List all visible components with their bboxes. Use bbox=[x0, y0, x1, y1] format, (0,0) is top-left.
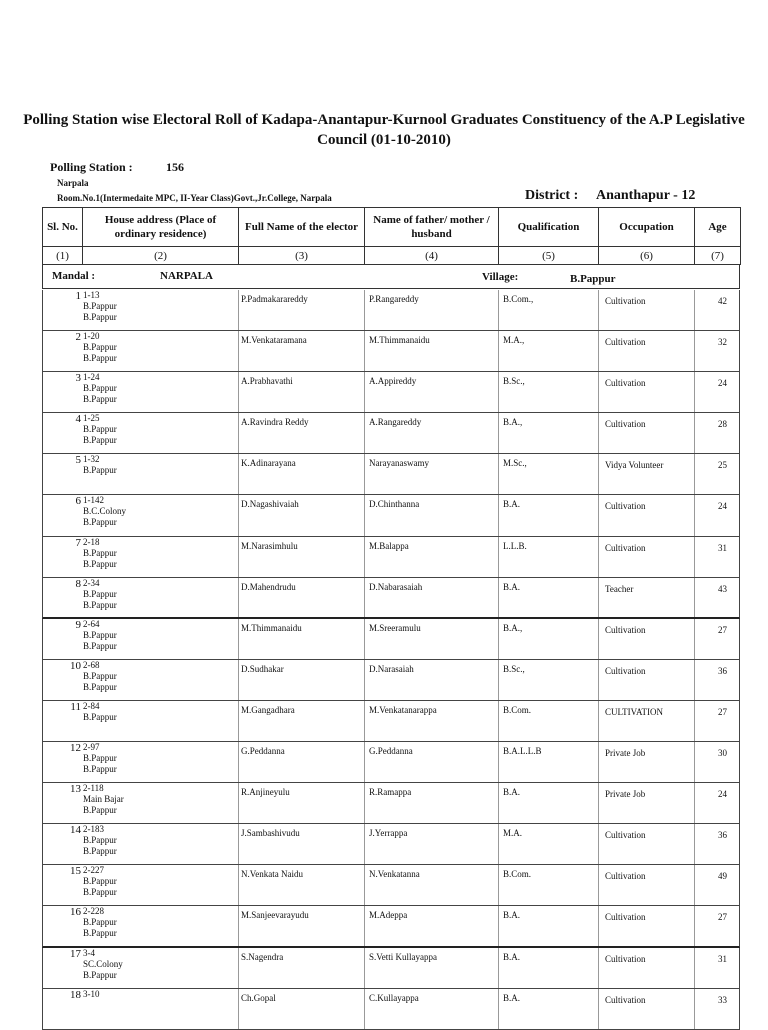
father-name: N.Venkatanna bbox=[365, 865, 499, 905]
occupation: Cultivation bbox=[599, 824, 695, 864]
header-age: Age bbox=[695, 208, 741, 247]
column-number: (6) bbox=[599, 247, 695, 265]
age: 27 bbox=[718, 624, 727, 635]
occupation: Cultivation bbox=[599, 537, 695, 577]
address-line: B.Pappur bbox=[83, 424, 117, 435]
house-address bbox=[83, 619, 239, 659]
serial-number: 1 bbox=[75, 290, 81, 302]
qualification: M.A., bbox=[499, 331, 599, 371]
address-line: B.Pappur bbox=[83, 301, 117, 311]
address-line: 1-13 bbox=[83, 290, 100, 300]
father-name: P.Rangareddy bbox=[365, 290, 499, 330]
column-number: (1) bbox=[43, 247, 83, 265]
house-address bbox=[83, 372, 239, 412]
address-line: B.Pappur bbox=[83, 969, 117, 980]
elector-name: R.Anjineyulu bbox=[239, 783, 365, 823]
qualification: B.Com., bbox=[499, 290, 599, 330]
address-line: B.Pappur bbox=[83, 764, 117, 775]
address-line: B.Pappur bbox=[83, 312, 117, 322]
elector-name: M.Sanjeevarayudu bbox=[239, 906, 365, 945]
age: 36 bbox=[718, 830, 727, 841]
qualification: B.A. bbox=[499, 495, 599, 535]
table-row bbox=[42, 413, 740, 454]
occupation: Teacher bbox=[599, 578, 695, 617]
qualification: M.Sc., bbox=[499, 454, 599, 494]
elector-name: M.Venkataramana bbox=[239, 331, 365, 371]
elector-name: M.Narasimhulu bbox=[239, 537, 365, 577]
polling-station-room: Room.No.1(Intermedaite MPC, II-Year Class)Govt.,Jr.College, Narpala bbox=[57, 193, 332, 203]
district-value: Ananthapur - 12 bbox=[596, 188, 696, 203]
address-line: B.Pappur bbox=[83, 517, 117, 528]
table-row bbox=[42, 906, 740, 947]
address-line: B.Pappur bbox=[83, 353, 117, 364]
table-row bbox=[42, 578, 740, 619]
column-number: (7) bbox=[695, 247, 741, 265]
header-occupation: Occupation bbox=[599, 208, 695, 247]
elector-name: Ch.Gopal bbox=[239, 989, 365, 1029]
serial-number: 7 bbox=[75, 536, 81, 549]
village-value: B.Pappur bbox=[570, 273, 616, 285]
address-line: 1-32 bbox=[83, 454, 100, 465]
address-line: B.Pappur bbox=[83, 465, 117, 476]
address-line: B.Pappur bbox=[83, 629, 117, 640]
elector-name: M.Gangadhara bbox=[239, 701, 365, 741]
table-row bbox=[42, 537, 740, 578]
serial-number: 8 bbox=[75, 577, 81, 590]
house-address bbox=[83, 290, 239, 330]
polling-station-place: Narpala bbox=[57, 178, 89, 188]
father-name: M.Thimmanaidu bbox=[365, 331, 499, 371]
address-line: 2-97 bbox=[83, 742, 100, 753]
address-line: B.Pappur bbox=[83, 917, 117, 928]
address-line: B.Pappur bbox=[83, 876, 117, 887]
address-line: 1-24 bbox=[83, 372, 100, 383]
father-name: D.Chinthanna bbox=[365, 495, 499, 535]
qualification: B.A.L.L.B bbox=[499, 742, 599, 782]
address-line: B.C.Colony bbox=[83, 506, 127, 517]
address-line: B.Pappur bbox=[83, 846, 117, 857]
address-line: B.Pappur bbox=[83, 711, 117, 722]
father-name: G.Peddanna bbox=[365, 742, 499, 782]
address-line: B.Pappur bbox=[83, 805, 117, 816]
address-line: Main Bajar bbox=[83, 794, 124, 805]
header-sl-no: Sl. No. bbox=[43, 208, 83, 247]
address-line: B.Pappur bbox=[83, 640, 117, 651]
age: 36 bbox=[718, 665, 727, 676]
header-father-name: Name of father/ mother / husband bbox=[365, 208, 499, 247]
father-name: S.Vetti Kullayappa bbox=[365, 948, 499, 988]
occupation: Private Job bbox=[599, 783, 695, 823]
occupation: Cultivation bbox=[599, 331, 695, 371]
occupation: Cultivation bbox=[599, 372, 695, 412]
serial-number: 10 bbox=[70, 659, 81, 672]
mandal-value: NARPALA bbox=[160, 270, 213, 282]
address-line: 2-18 bbox=[83, 536, 100, 547]
elector-name: G.Peddanna bbox=[239, 742, 365, 782]
qualification: B.Com. bbox=[499, 865, 599, 905]
address-line: 2-68 bbox=[83, 659, 100, 670]
address-line: B.Pappur bbox=[83, 547, 117, 558]
occupation: Cultivation bbox=[599, 906, 695, 945]
serial-number: 16 bbox=[70, 906, 81, 919]
house-address bbox=[83, 783, 239, 823]
father-name: A.Rangareddy bbox=[365, 413, 499, 453]
district-label: District : bbox=[525, 188, 579, 203]
father-name: R.Ramappa bbox=[365, 783, 499, 823]
occupation: Cultivation bbox=[599, 290, 695, 330]
occupation: Cultivation bbox=[599, 619, 695, 659]
qualification: B.A. bbox=[499, 578, 599, 617]
table-row bbox=[42, 742, 740, 783]
address-line: B.Pappur bbox=[83, 928, 117, 939]
table-row bbox=[42, 824, 740, 865]
occupation: Cultivation bbox=[599, 495, 695, 535]
father-name: Narayanaswamy bbox=[365, 454, 499, 494]
house-address bbox=[83, 742, 239, 782]
serial-number: 12 bbox=[70, 742, 81, 755]
occupation: Vidya Volunteer bbox=[599, 454, 695, 494]
address-line: 2-228 bbox=[83, 906, 104, 917]
qualification: B.A. bbox=[499, 906, 599, 945]
qualification: B.A. bbox=[499, 948, 599, 988]
house-address bbox=[83, 331, 239, 371]
qualification: B.Sc., bbox=[499, 660, 599, 700]
elector-name: A.Ravindra Reddy bbox=[239, 413, 365, 453]
age: 32 bbox=[718, 337, 727, 348]
serial-number: 4 bbox=[75, 413, 81, 426]
serial-number: 18 bbox=[70, 988, 81, 1001]
address-line: B.Pappur bbox=[83, 681, 117, 692]
father-name: A.Appireddy bbox=[365, 372, 499, 412]
house-address bbox=[83, 578, 239, 617]
house-address bbox=[83, 948, 239, 988]
house-address bbox=[83, 413, 239, 453]
column-number: (2) bbox=[83, 247, 239, 265]
address-line: B.Pappur bbox=[83, 887, 117, 898]
age: 31 bbox=[718, 542, 727, 553]
address-line: 1-142 bbox=[83, 495, 104, 506]
serial-number: 15 bbox=[70, 865, 81, 878]
serial-number: 14 bbox=[70, 824, 81, 837]
qualification: M.A. bbox=[499, 824, 599, 864]
address-line: 2-118 bbox=[83, 783, 104, 794]
house-address bbox=[83, 865, 239, 905]
father-name: J.Yerrappa bbox=[365, 824, 499, 864]
table-row bbox=[42, 948, 740, 989]
house-address bbox=[83, 701, 239, 741]
address-line: B.Pappur bbox=[83, 383, 117, 394]
occupation: Cultivation bbox=[599, 660, 695, 700]
house-address bbox=[83, 824, 239, 864]
qualification: B.Sc., bbox=[499, 372, 599, 412]
elector-name: D.Nagashivaiah bbox=[239, 495, 365, 535]
address-line: SC.Colony bbox=[83, 958, 123, 969]
elector-name: J.Sambashivudu bbox=[239, 824, 365, 864]
table-row bbox=[42, 290, 740, 331]
house-address bbox=[83, 906, 239, 945]
father-name: M.Balappa bbox=[365, 537, 499, 577]
serial-number: 13 bbox=[70, 783, 81, 796]
table-row bbox=[42, 783, 740, 824]
address-line: 1-20 bbox=[83, 331, 100, 342]
father-name: M.Venkatanarappa bbox=[365, 701, 499, 741]
address-line: 2-34 bbox=[83, 577, 100, 588]
qualification: B.A. bbox=[499, 989, 599, 1029]
serial-number: 3 bbox=[75, 372, 81, 385]
elector-name: A.Prabhavathi bbox=[239, 372, 365, 412]
address-line: B.Pappur bbox=[83, 753, 117, 764]
address-line: 2-64 bbox=[83, 618, 100, 629]
occupation: Cultivation bbox=[599, 948, 695, 988]
house-address bbox=[83, 989, 239, 1029]
address-line: 3-4 bbox=[83, 947, 95, 958]
age: 33 bbox=[718, 994, 727, 1005]
father-name: C.Kullayappa bbox=[365, 989, 499, 1029]
column-number: (3) bbox=[239, 247, 365, 265]
address-line: B.Pappur bbox=[83, 835, 117, 846]
qualification: B.A., bbox=[499, 413, 599, 453]
table-row bbox=[42, 865, 740, 906]
elector-name: D.Sudhakar bbox=[239, 660, 365, 700]
qualification: B.Com. bbox=[499, 701, 599, 741]
address-line: B.Pappur bbox=[83, 342, 117, 353]
father-name: D.Narasaiah bbox=[365, 660, 499, 700]
page-title: Polling Station wise Electoral Roll of Kadapa-Anantapur-Kurnool Graduates Constituency of the A.P Legislative Council (01-10-2010) bbox=[23, 112, 745, 148]
age: 24 bbox=[718, 378, 727, 389]
address-line: B.Pappur bbox=[83, 558, 117, 569]
house-address bbox=[83, 495, 239, 535]
age: 24 bbox=[718, 789, 727, 800]
table-row bbox=[42, 331, 740, 372]
address-line: 2-84 bbox=[83, 700, 100, 711]
elector-name: D.Mahendrudu bbox=[239, 578, 365, 617]
elector-name: N.Venkata Naidu bbox=[239, 865, 365, 905]
age: 24 bbox=[718, 501, 727, 512]
table-row bbox=[42, 701, 740, 742]
address-line: 2-183 bbox=[83, 824, 104, 835]
mandal-village-bar bbox=[42, 264, 740, 289]
qualification: B.A., bbox=[499, 619, 599, 659]
address-line: B.Pappur bbox=[83, 588, 117, 599]
age: 49 bbox=[718, 871, 727, 882]
qualification: B.A. bbox=[499, 783, 599, 823]
header-qualification: Qualification bbox=[499, 208, 599, 247]
occupation: Cultivation bbox=[599, 989, 695, 1029]
occupation: Private Job bbox=[599, 742, 695, 782]
address-line: B.Pappur bbox=[83, 394, 117, 405]
column-number: (4) bbox=[365, 247, 499, 265]
elector-rows bbox=[42, 290, 740, 1030]
father-name: D.Nabarasaiah bbox=[365, 578, 499, 617]
occupation: Cultivation bbox=[599, 413, 695, 453]
elector-name: S.Nagendra bbox=[239, 948, 365, 988]
age: 28 bbox=[718, 419, 727, 430]
father-name: M.Sreeramulu bbox=[365, 619, 499, 659]
age: 31 bbox=[718, 953, 727, 964]
house-address bbox=[83, 537, 239, 577]
mandal-label: Mandal : bbox=[52, 270, 96, 282]
column-header-table bbox=[42, 207, 741, 265]
address-line: B.Pappur bbox=[83, 435, 117, 446]
polling-station-label: Polling Station : bbox=[50, 160, 133, 174]
serial-number: 5 bbox=[75, 454, 81, 467]
column-number: (5) bbox=[499, 247, 599, 265]
header-house-address: House address (Place of ordinary residence) bbox=[83, 208, 239, 247]
serial-number: 11 bbox=[70, 700, 81, 713]
house-address bbox=[83, 454, 239, 494]
serial-number: 2 bbox=[75, 331, 81, 344]
serial-number: 6 bbox=[75, 495, 81, 508]
elector-name: P.Padmakarareddy bbox=[239, 290, 365, 330]
table-row bbox=[42, 495, 740, 536]
serial-number: 9 bbox=[75, 618, 81, 631]
occupation: CULTIVATION bbox=[599, 701, 695, 741]
house-address bbox=[83, 660, 239, 700]
address-line: B.Pappur bbox=[83, 670, 117, 681]
village-label: Village: bbox=[482, 271, 519, 283]
table-row bbox=[42, 454, 740, 495]
address-line: 1-25 bbox=[83, 413, 100, 424]
occupation: Cultivation bbox=[599, 865, 695, 905]
serial-number: 17 bbox=[70, 947, 81, 960]
table-row bbox=[42, 372, 740, 413]
address-line: B.Pappur bbox=[83, 599, 117, 610]
polling-station-number: 156 bbox=[166, 160, 184, 174]
address-line: 2-227 bbox=[83, 865, 104, 876]
age: 27 bbox=[718, 706, 727, 717]
qualification: L.L.B. bbox=[499, 537, 599, 577]
age: 27 bbox=[718, 912, 727, 923]
elector-name: M.Thimmanaidu bbox=[239, 619, 365, 659]
age: 43 bbox=[718, 583, 727, 594]
age: 25 bbox=[718, 460, 727, 471]
table-row bbox=[42, 660, 740, 701]
father-name: M.Adeppa bbox=[365, 906, 499, 945]
elector-name: K.Adinarayana bbox=[239, 454, 365, 494]
table-row bbox=[42, 619, 740, 660]
address-line: 3-10 bbox=[83, 988, 100, 999]
header-elector-name: Full Name of the elector bbox=[239, 208, 365, 247]
age: 42 bbox=[718, 296, 727, 306]
age: 30 bbox=[718, 748, 727, 759]
